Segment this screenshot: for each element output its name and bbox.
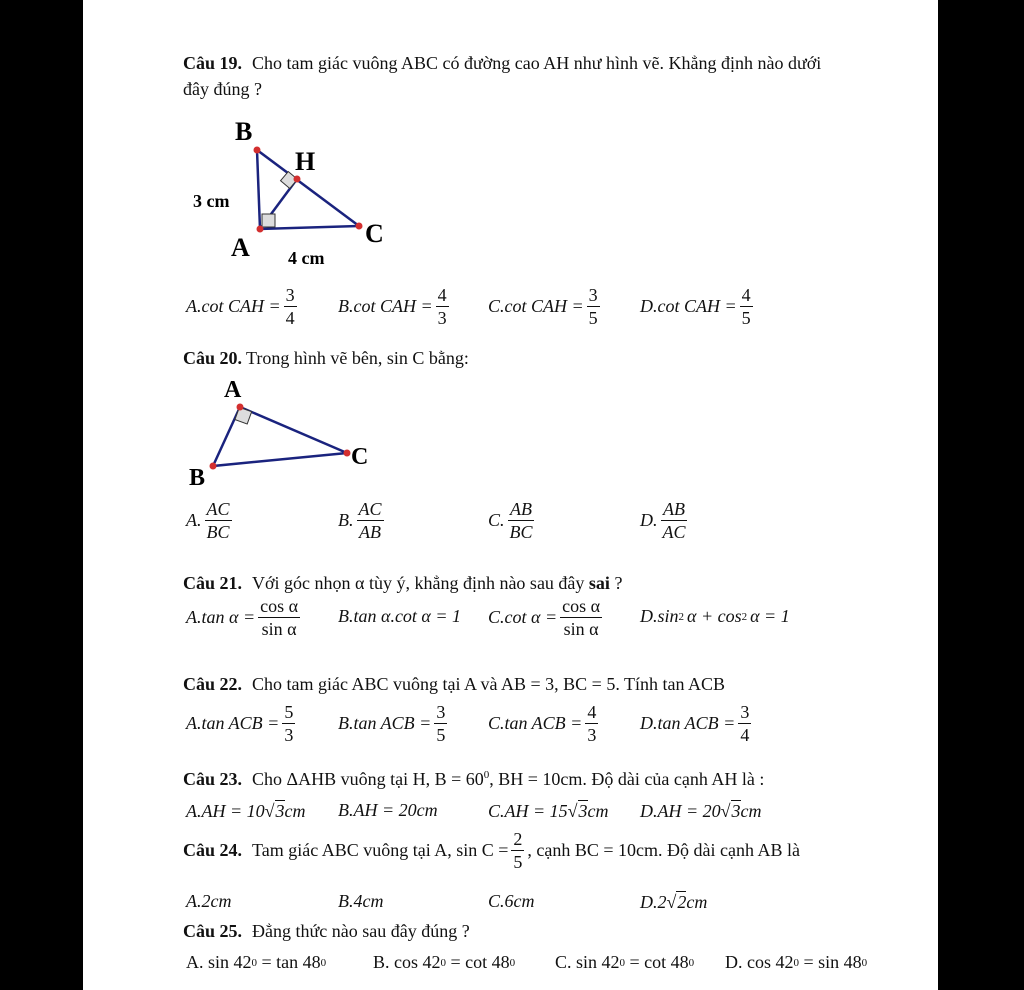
worksheet-page bbox=[83, 0, 938, 990]
q25-option-d[interactable]: D. cos 42 0 = sin 48 0 bbox=[725, 952, 868, 972]
q24-option-b[interactable]: B.4cm bbox=[338, 891, 384, 911]
q19-side-ac: 4 cm bbox=[288, 248, 325, 268]
q20-option-b[interactable]: B. $\frac{AC}{AB}$ bbox=[338, 499, 382, 542]
q19-label-h: H bbox=[295, 147, 316, 176]
q23-text-b: , BH = 10cm. Độ dài của cạnh AH là : bbox=[489, 769, 765, 789]
q25-prompt bbox=[183, 920, 470, 942]
q24-text-a: Tam giác ABC vuông tại A, sin C = bbox=[252, 840, 509, 860]
q25-option-a[interactable]: A. sin 42 0 = tan 48 0 bbox=[186, 952, 327, 972]
q19-option-d[interactable]: D.cot CAH = $\frac{4}{5}$ bbox=[640, 285, 751, 328]
q21-prompt bbox=[183, 572, 622, 594]
q25-option-b[interactable]: B. cos 42 0 = cot 48 0 bbox=[373, 952, 516, 972]
q24-text-b: , cạnh BC = 10cm. Độ dài cạnh AB là bbox=[527, 840, 801, 860]
q25-option-c[interactable]: C. sin 42 0 = cot 48 0 bbox=[555, 952, 695, 972]
q20-label-c: C bbox=[351, 444, 369, 470]
q23-label: Câu 23. bbox=[183, 769, 243, 789]
q23-option-c[interactable]: C.AH = 15 √ 3 cm bbox=[488, 800, 609, 821]
q19-right-angle-a bbox=[262, 214, 275, 227]
q19-text1: Cho tam giác vuông ABC có đường cao AH như hình vẽ. Khẳng định nào dưới bbox=[252, 53, 822, 73]
q19-label: Câu 19. bbox=[183, 53, 243, 73]
q22-option-b[interactable]: B.tan ACB = $\frac{3}{5}$ bbox=[338, 702, 446, 745]
q21-text-a: Với góc nhọn α tùy ý, khẳng định nào sau đây bbox=[252, 573, 585, 593]
q24-option-d[interactable]: D.2 √ 2 cm bbox=[640, 891, 708, 912]
q25-text: Đẳng thức nào sau đây đúng ? bbox=[252, 921, 470, 941]
q21-option-d[interactable]: D.sin 2 α + cos 2 α = 1 bbox=[640, 606, 790, 626]
q22-label: Câu 22. bbox=[183, 674, 243, 694]
q19-point-h bbox=[294, 176, 301, 183]
q22-option-d[interactable]: D.tan ACB = $\frac{3}{4}$ bbox=[640, 702, 750, 745]
q22-text: Cho tam giác ABC vuông tại A và AB = 3, BC = 5. Tính tan ACB bbox=[252, 674, 726, 694]
q24-label: Câu 24. bbox=[183, 840, 243, 860]
q23-degree: 0 bbox=[483, 769, 490, 781]
q23-option-a[interactable]: A.AH = 10 √ 3 cm bbox=[186, 800, 306, 821]
q21-text-b: ? bbox=[614, 573, 623, 593]
q25-label: Câu 25. bbox=[183, 921, 243, 941]
q19-point-b bbox=[254, 147, 261, 154]
q19-prompt bbox=[183, 52, 821, 74]
q19-triangle-figure bbox=[188, 112, 428, 272]
q20-option-c[interactable]: C. $\frac{AB}{BC}$ bbox=[488, 499, 533, 542]
q21-option-b[interactable]: B.tan α.cot α = 1 bbox=[338, 606, 462, 626]
q20-option-a[interactable]: A. $\frac{AC}{BC}$ bbox=[186, 499, 230, 542]
q21-text-bold: sai bbox=[588, 573, 610, 593]
q24-option-a[interactable]: A.2cm bbox=[186, 891, 232, 911]
q22-option-a[interactable]: A.tan ACB = $\frac{5}{3}$ bbox=[186, 702, 294, 745]
q20-prompt bbox=[183, 347, 469, 369]
q23-option-d[interactable]: D.AH = 20 √ 3 cm bbox=[640, 800, 762, 821]
q20-triangle-figure bbox=[183, 375, 383, 495]
q21-option-a[interactable]: A.tan α = $\frac{\text{cos α}}{\text{sin α}}$ bbox=[186, 596, 299, 639]
q23-prompt bbox=[183, 764, 764, 790]
q20-label-a: A bbox=[224, 377, 242, 403]
q20-label-b: B bbox=[189, 465, 206, 491]
q19-text2: đây đúng ? bbox=[183, 79, 262, 99]
q19-option-a[interactable]: A.cot CAH = $\frac{3}{4}$ bbox=[186, 285, 295, 328]
q19-option-c[interactable]: C.cot CAH = $\frac{3}{5}$ bbox=[488, 285, 598, 328]
q23-option-b[interactable]: B.AH = 20cm bbox=[338, 800, 438, 820]
q22-option-c[interactable]: C.tan ACB = $\frac{4}{3}$ bbox=[488, 702, 597, 745]
q19-label-c: C bbox=[365, 219, 384, 248]
q20-label: Câu 20. bbox=[183, 348, 243, 368]
q19-point-c bbox=[356, 223, 363, 230]
q24-prompt: Câu 24. Tam giác ABC vuông tại A, sin C = $\frac{2}{5}$ , cạnh BC = 10cm. Độ dài cạnh AB là bbox=[183, 829, 801, 872]
q19-label-a: A bbox=[231, 233, 250, 262]
q19-option-b[interactable]: B.cot CAH = $\frac{4}{3}$ bbox=[338, 285, 447, 328]
q21-label: Câu 21. bbox=[183, 573, 243, 593]
q19-side-ab: 3 cm bbox=[193, 191, 230, 211]
q19-label-b: B bbox=[235, 117, 253, 146]
q21-option-c[interactable]: C.cot α = $\frac{\text{cos α}}{\text{sin α}}$ bbox=[488, 596, 601, 639]
q20-point-a bbox=[237, 404, 244, 411]
q20-point-c bbox=[344, 450, 351, 457]
q23-text-a: Cho ΔAHB vuông tại H, B = 60 bbox=[252, 769, 484, 789]
q19-point-a bbox=[257, 226, 264, 233]
q24-option-c[interactable]: C.6cm bbox=[488, 891, 535, 911]
q22-prompt bbox=[183, 673, 725, 695]
q20-text: Trong hình vẽ bên, sin C bằng: bbox=[246, 348, 469, 368]
q20-option-d[interactable]: D. $\frac{AB}{AC}$ bbox=[640, 499, 686, 542]
q20-point-b bbox=[210, 463, 217, 470]
q20-triangle bbox=[213, 407, 347, 466]
